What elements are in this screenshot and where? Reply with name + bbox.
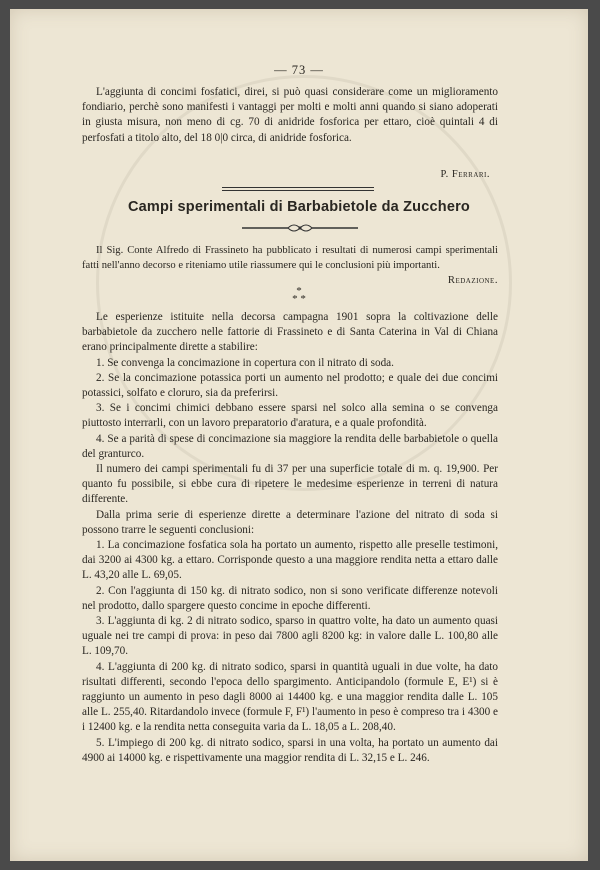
body-paragraph: Dalla prima serie di esperienze dirette a determinare l'azione del nitrato di soda si possono trarre le seguenti conclusioni: [82, 508, 498, 536]
body-paragraph: 3. L'aggiunta di kg. 2 di nitrato sodico, sparso in quattro volte, ha dato un aumento quasi uguale nei tre campi di prova: in peso dai 7800 agli 8200 kg: in valore dalle L. 100,80 alle L. 109,70. [82, 615, 498, 658]
notice-signature: Redazione. [447, 275, 498, 286]
body-paragraph: 4. Se a parità di spese di concimazione sia maggiore la rendita delle barbabietole o quella del granturco. [82, 432, 498, 460]
title-rule [222, 187, 374, 191]
document-page [10, 9, 588, 861]
intro-section [82, 85, 498, 146]
body-paragraph: 5. L'impiego di 200 kg. di nitrato sodico, sparsi in una volta, ha portato un aumento dai 4900 ai 14000 kg. e rispettivamente una maggior rendita di L. 32,15 e L. 246. [82, 736, 498, 764]
body-paragraph: Il numero dei campi sperimentali fu di 37 per una superficie totale di m. q. 19,900. Per quanto fu possibile, si ebbe cura di ripetere le medesime esperienze in terreni di natura differente. [82, 463, 498, 506]
editorial-notice [82, 243, 498, 288]
body-paragraph: 1. La concimazione fosfatica sola ha portato un aumento, rispetto alle preselle testimoni, dai 3200 ai 4300 kg. a ettaro. Corrisponde questo a una maggiore rendita netta a ettaro dalle L. 43,20 alle L. 69,05. [82, 539, 498, 582]
title-ornament [240, 222, 360, 234]
body-paragraph: 1. Se convenga la concimazione in copertura con il nitrato di soda. [96, 356, 394, 369]
asterism-separator: * * * [292, 285, 306, 305]
body-paragraph: 4. L'aggiunta di 200 kg. di nitrato sodico, sparsi in quantità uguali in due volte, ha dato risultati differenti, secondo l'epoca dello spargimento. Anticipandolo (formule E, E¹) si è raggiunto un aumento in peso dagli 8000 ai 14400 kg. e una maggior rendita dalle L. 105 alle L. 255,40. Ritardandolo invece (formule F, F¹) l'aumento in peso è compreso tra i 4300 e i 12400 kg. e la rendita netta conseguita varia da L. 18,05 a L. 208,40. [82, 660, 498, 734]
intro-paragraph: L'aggiunta di concimi fosfatici, direi, si può quasi considerare come un miglioramento fondiario, perchè sono manifesti i vantaggi per molti e molti anni quando si siano adoperati in giusta misura, non meno di cg. 70 di anidride fosforica per ettaro, cioè quintali 4 di perfosfati a titolo alto, del 18 0|0 circa, di anidride fosforica. [82, 86, 498, 144]
notice-text: Il Sig. Conte Alfredo di Frassineto ha pubblicato i resultati di numerosi campi sperimentali fatti nell'anno decorso e riteniamo utile riassumere qui le conclusioni più importanti. [82, 245, 498, 271]
body-paragraph: 2. Con l'aggiunta di 150 kg. di nitrato sodico, non si sono verificate differenze notevoli nel prodotto, dallo spargere questo concime in epoche differenti. [82, 584, 498, 612]
article-title: Campi sperimentali di Barbabietole da Zucchero [128, 199, 470, 215]
article-body [82, 310, 498, 766]
body-paragraph: Le esperienze istituite nella decorsa campagna 1901 sopra la coltivazione delle barbabietole da zucchero nelle fattorie di Frassineto e di Santa Caterina in Val di Chiana erano principalmente dirette a stabilire: [82, 311, 498, 354]
intro-signature: P. Ferrari. [440, 169, 490, 180]
body-paragraph: 3. Se i concimi chimici debbano essere sparsi nel solco alla semina o se convenga piuttosto interrarli, con un lavoro preparatorio d'aratura, e a quale profondità. [82, 402, 498, 430]
page-number: — 73 — [274, 63, 324, 77]
body-paragraph: 2. Se la concimazione potassica porti un aumento nel prodotto; e quale dei due concimi potassici, solfato e cloruro, sia da preferirsi. [82, 371, 498, 400]
